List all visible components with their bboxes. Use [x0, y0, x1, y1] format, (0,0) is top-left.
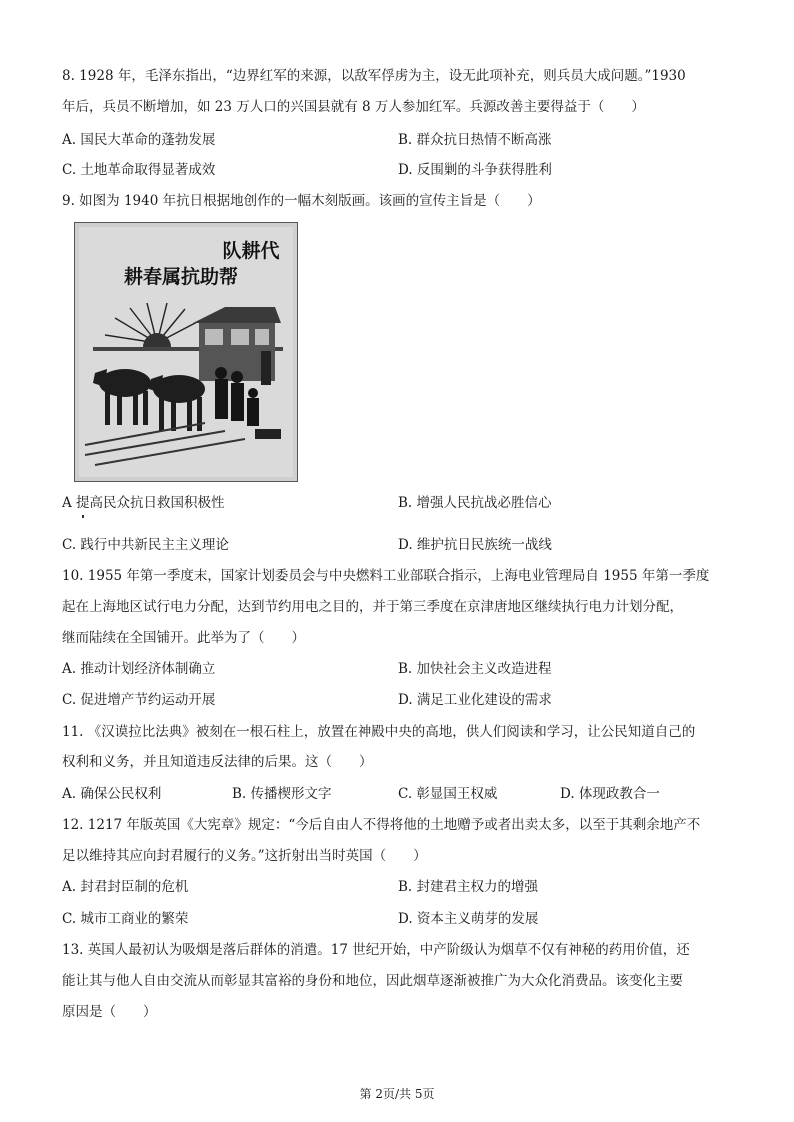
- q9-option-b: B. 增强人民抗战必胜信心: [398, 495, 552, 511]
- q13-stem-line1: 13. 英国人最初认为吸烟是落后群体的消遣。17 世纪开始，中产阶级认为烟草不仅有神秘的药用价值，还: [62, 942, 690, 958]
- q10-option-d: D. 满足工业化建设的需求: [398, 692, 552, 708]
- q11-stem-line1: 11. 《汉谟拉比法典》被刻在一根石柱上，放置在神殿中央的高地，供人们阅读和学习，让公民知道自己的: [62, 724, 696, 740]
- woodcut-print-image: [74, 222, 298, 482]
- q9-stem-line1: 9. 如图为 1940 年抗日根据地创作的一幅木刻版画。该画的宣传主旨是（ ）: [62, 193, 541, 209]
- q10-stem-line1: 10. 1955 年第一季度末，国家计划委员会与中央燃料工业部联合指示，上海电业管理局自 1955 年第一季度: [62, 568, 710, 584]
- woodcut-title-line1: 队耕代: [222, 240, 280, 262]
- q11-option-a: A. 确保公民权利: [62, 786, 162, 802]
- q8-option-d: D. 反围剿的斗争获得胜利: [398, 162, 552, 178]
- page-number-footer: 第 2页/共 5页: [359, 1087, 435, 1101]
- q12-stem-line1: 12. 1217 年版英国《大宪章》规定：“今后自由人不得将他的土地赠予或者出卖太多，以至于其剩余地产不: [62, 817, 701, 833]
- scan-speck: [82, 515, 84, 518]
- q8-option-c: C. 土地革命取得显著成效: [62, 162, 216, 178]
- q8-option-b: B. 群众抗日热情不断高涨: [398, 132, 552, 148]
- q11-option-c: C. 彰显国王权威: [398, 786, 498, 802]
- q10-stem-line3: 继而陆续在全国铺开。此举为了（ ）: [62, 630, 305, 646]
- q8-stem-line1: 8. 1928 年，毛泽东指出，“边界红军的来源，以敌军俘虏为主，设无此项补充，则兵员大成问题。”1930: [62, 68, 686, 84]
- q12-option-d: D. 资本主义萌芽的发展: [398, 911, 539, 927]
- q10-stem-line2: 起在上海地区试行电力分配，达到节约用电之目的，并于第三季度在京津唐地区继续执行电力计划分配，: [62, 599, 683, 615]
- q12-option-b: B. 封建君主权力的增强: [398, 879, 539, 895]
- woodcut-illustration: [75, 223, 297, 481]
- q11-stem-line2: 权利和义务，并且知道违反法律的后果。这（ ）: [62, 754, 373, 770]
- q9-option-c: C. 践行中共新民主主义理论: [62, 537, 229, 553]
- q11-option-b: B. 传播楔形文字: [232, 786, 332, 802]
- q8-option-a: A. 国民大革命的蓬勃发展: [62, 132, 216, 148]
- q9-option-d: D. 维护抗日民族统一战线: [398, 537, 552, 553]
- q11-option-d: D. 体现政教合一: [560, 786, 660, 802]
- q8-stem-line2: 年后，兵员不断增加，如 23 万人口的兴国县就有 8 万人参加红军。兵源改善主要得益于（ ）: [62, 99, 645, 115]
- q12-stem-line2: 足以维持其应向封君履行的义务。”这折射出当时英国（ ）: [62, 848, 427, 864]
- q12-option-a: A. 封君封臣制的危机: [62, 879, 189, 895]
- q12-option-c: C. 城市工商业的繁荣: [62, 911, 189, 927]
- q10-option-a: A. 推动计划经济体制确立: [62, 661, 216, 677]
- q13-stem-line2: 能让其与他人自由交流从而彰显其富裕的身份和地位，因此烟草逐渐被推广为大众化消费品。该变化主要: [62, 973, 683, 989]
- woodcut-title-line2: 耕春属抗助帮: [123, 266, 239, 288]
- q10-option-b: B. 加快社会主义改造进程: [398, 661, 552, 677]
- q9-option-a: A 提高民众抗日救国积极性: [62, 495, 225, 511]
- q10-option-c: C. 促进增产节约运动开展: [62, 692, 216, 708]
- q13-stem-line3: 原因是（ ）: [62, 1004, 157, 1020]
